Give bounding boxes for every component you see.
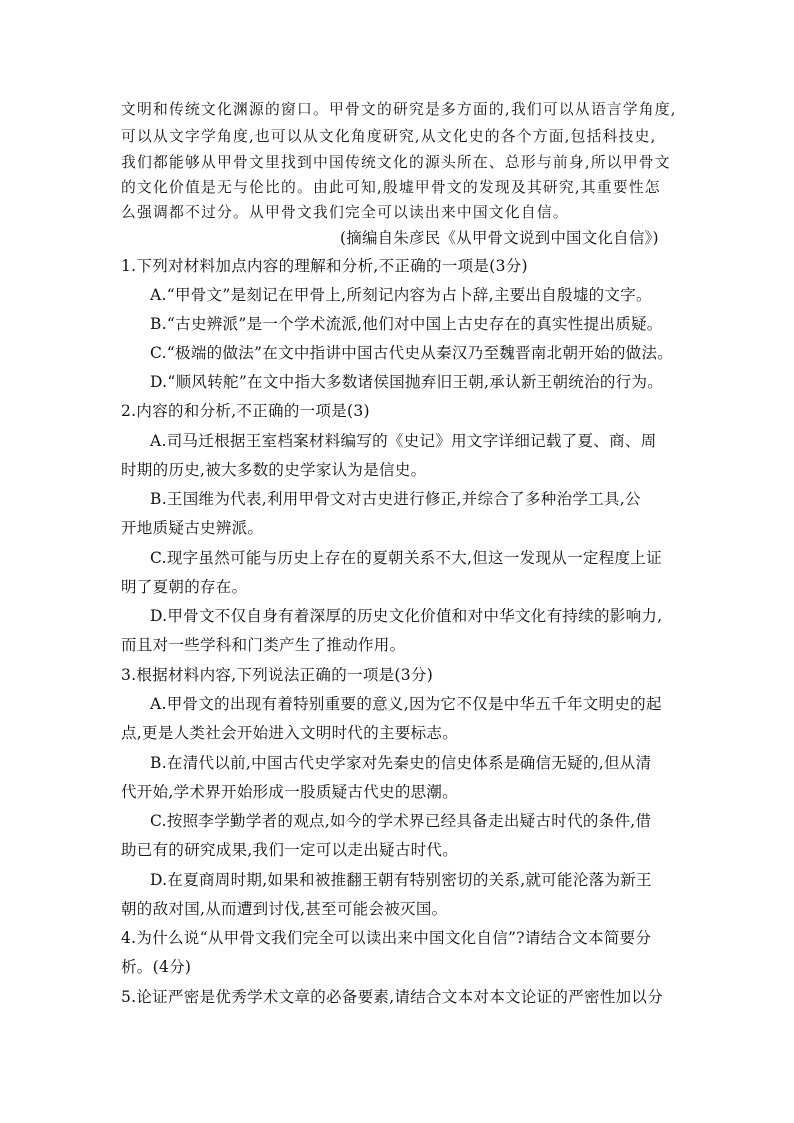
option-a: A.“甲骨文”是刻记在甲骨上,所刻记内容为占卜辞,主要出自殷墟的文字。 xyxy=(150,286,652,304)
question-stem: 5.论证严密是优秀学术文章的必备要素,请结合文本对本文论证的严密性加以分 xyxy=(121,988,664,1006)
question-stem: 2.内容的和分析,不正确的一项是(3) xyxy=(121,402,370,420)
option-c-cont: 明了夏朝的存在。 xyxy=(121,578,248,596)
option-d: D.在夏商周时期,如果和被推翻王朝有特别密切的关系,就可能沦落为新王 xyxy=(150,871,652,889)
option-d: D.甲骨文不仅自身有着深厚的历史文化价值和对中华文化有持续的影响力, xyxy=(150,607,663,625)
source-citation: (摘编自朱彦民《从甲骨文说到中国文化自信》) xyxy=(340,229,659,247)
question-stem: 4.为什么说“从甲骨文我们完全可以读出来中国文化自信”?请结合文本简要分 xyxy=(121,929,652,947)
question-stem: 1.下列对材料加点内容的理解和分析,不正确的一项是(3分) xyxy=(121,257,528,275)
passage-line: 的文化价值是无与伦比的。由此可知,殷墟甲骨文的发现及其研究,其重要性怎 xyxy=(121,179,661,196)
option-c: C.现字虽然可能与历史上存在的夏朝关系不大,但这一发现从一定程度上证 xyxy=(150,549,662,567)
option-c: C.按照李学勤学者的观点,如今的学术界已经具备走出疑古时代的条件,借 xyxy=(150,812,652,830)
option-b: B.“古史辨派”是一个学术流派,他们对中国上古史存在的真实性提出质疑。 xyxy=(150,315,663,333)
passage-line: 我们都能够从甲骨文里找到中国传统文化的源头所在、总形与前身,所以甲骨文 xyxy=(121,154,671,171)
option-a: A.甲骨文的出现有着特别重要的意义,因为它不仅是中华五千年文明史的起 xyxy=(150,695,662,713)
option-d-cont: 而且对一些学科和门类产生了推动作用。 xyxy=(121,636,406,654)
option-b-cont: 代开始,学术界开始形成一股质疑古代史的思潮。 xyxy=(121,783,459,801)
option-a: A.司马迁根据王室档案材料编写的《史记》用文字详细记载了夏、商、周 xyxy=(150,432,657,450)
option-a-cont: 点,更是人类社会开始进入文明时代的主要标志。 xyxy=(121,724,459,742)
passage-line: 可以从文字学角度,也可以从文化角度研究,从文化史的各个方面,包括科技史, xyxy=(121,128,657,145)
passage-line: 文明和传统文化渊源的窗口。甲骨文的研究是多方面的,我们可以从语言学角度, xyxy=(121,101,677,118)
question-stem-cont: 析。(4分) xyxy=(121,958,192,976)
question-stem: 3.根据材料内容,下列说法正确的一项是(3分) xyxy=(121,666,434,684)
option-b: B.王国维为代表,利用甲骨文对古史进行修正,并综合了多种治学工具,公 xyxy=(150,490,641,508)
option-d: D.“顺风转舵”在文中指大多数诸侯国抛弃旧王朝,承认新王朝统治的行为。 xyxy=(150,373,664,391)
option-c: C.“极端的做法”在文中指讲中国古代史从秦汉乃至魏晋南北朝开始的做法。 xyxy=(150,344,674,362)
option-b: B.在清代以前,中国古代史学家对先秦史的信史体系是确信无疑的,但从清 xyxy=(150,754,652,772)
option-a-cont: 时期的历史,被大多数的史学家认为是信史。 xyxy=(121,461,427,479)
option-b-cont: 开地质疑古史辨派。 xyxy=(121,519,264,537)
passage-line: 么强调都不过分。从甲骨文我们完全可以读出来中国文化自信。 xyxy=(121,204,569,221)
option-d-cont: 朝的敌对国,从而遭到讨伐,甚至可能会被灭国。 xyxy=(121,900,448,918)
option-c-cont: 助已有的研究成果,我们一定可以走出疑古时代。 xyxy=(121,841,459,859)
